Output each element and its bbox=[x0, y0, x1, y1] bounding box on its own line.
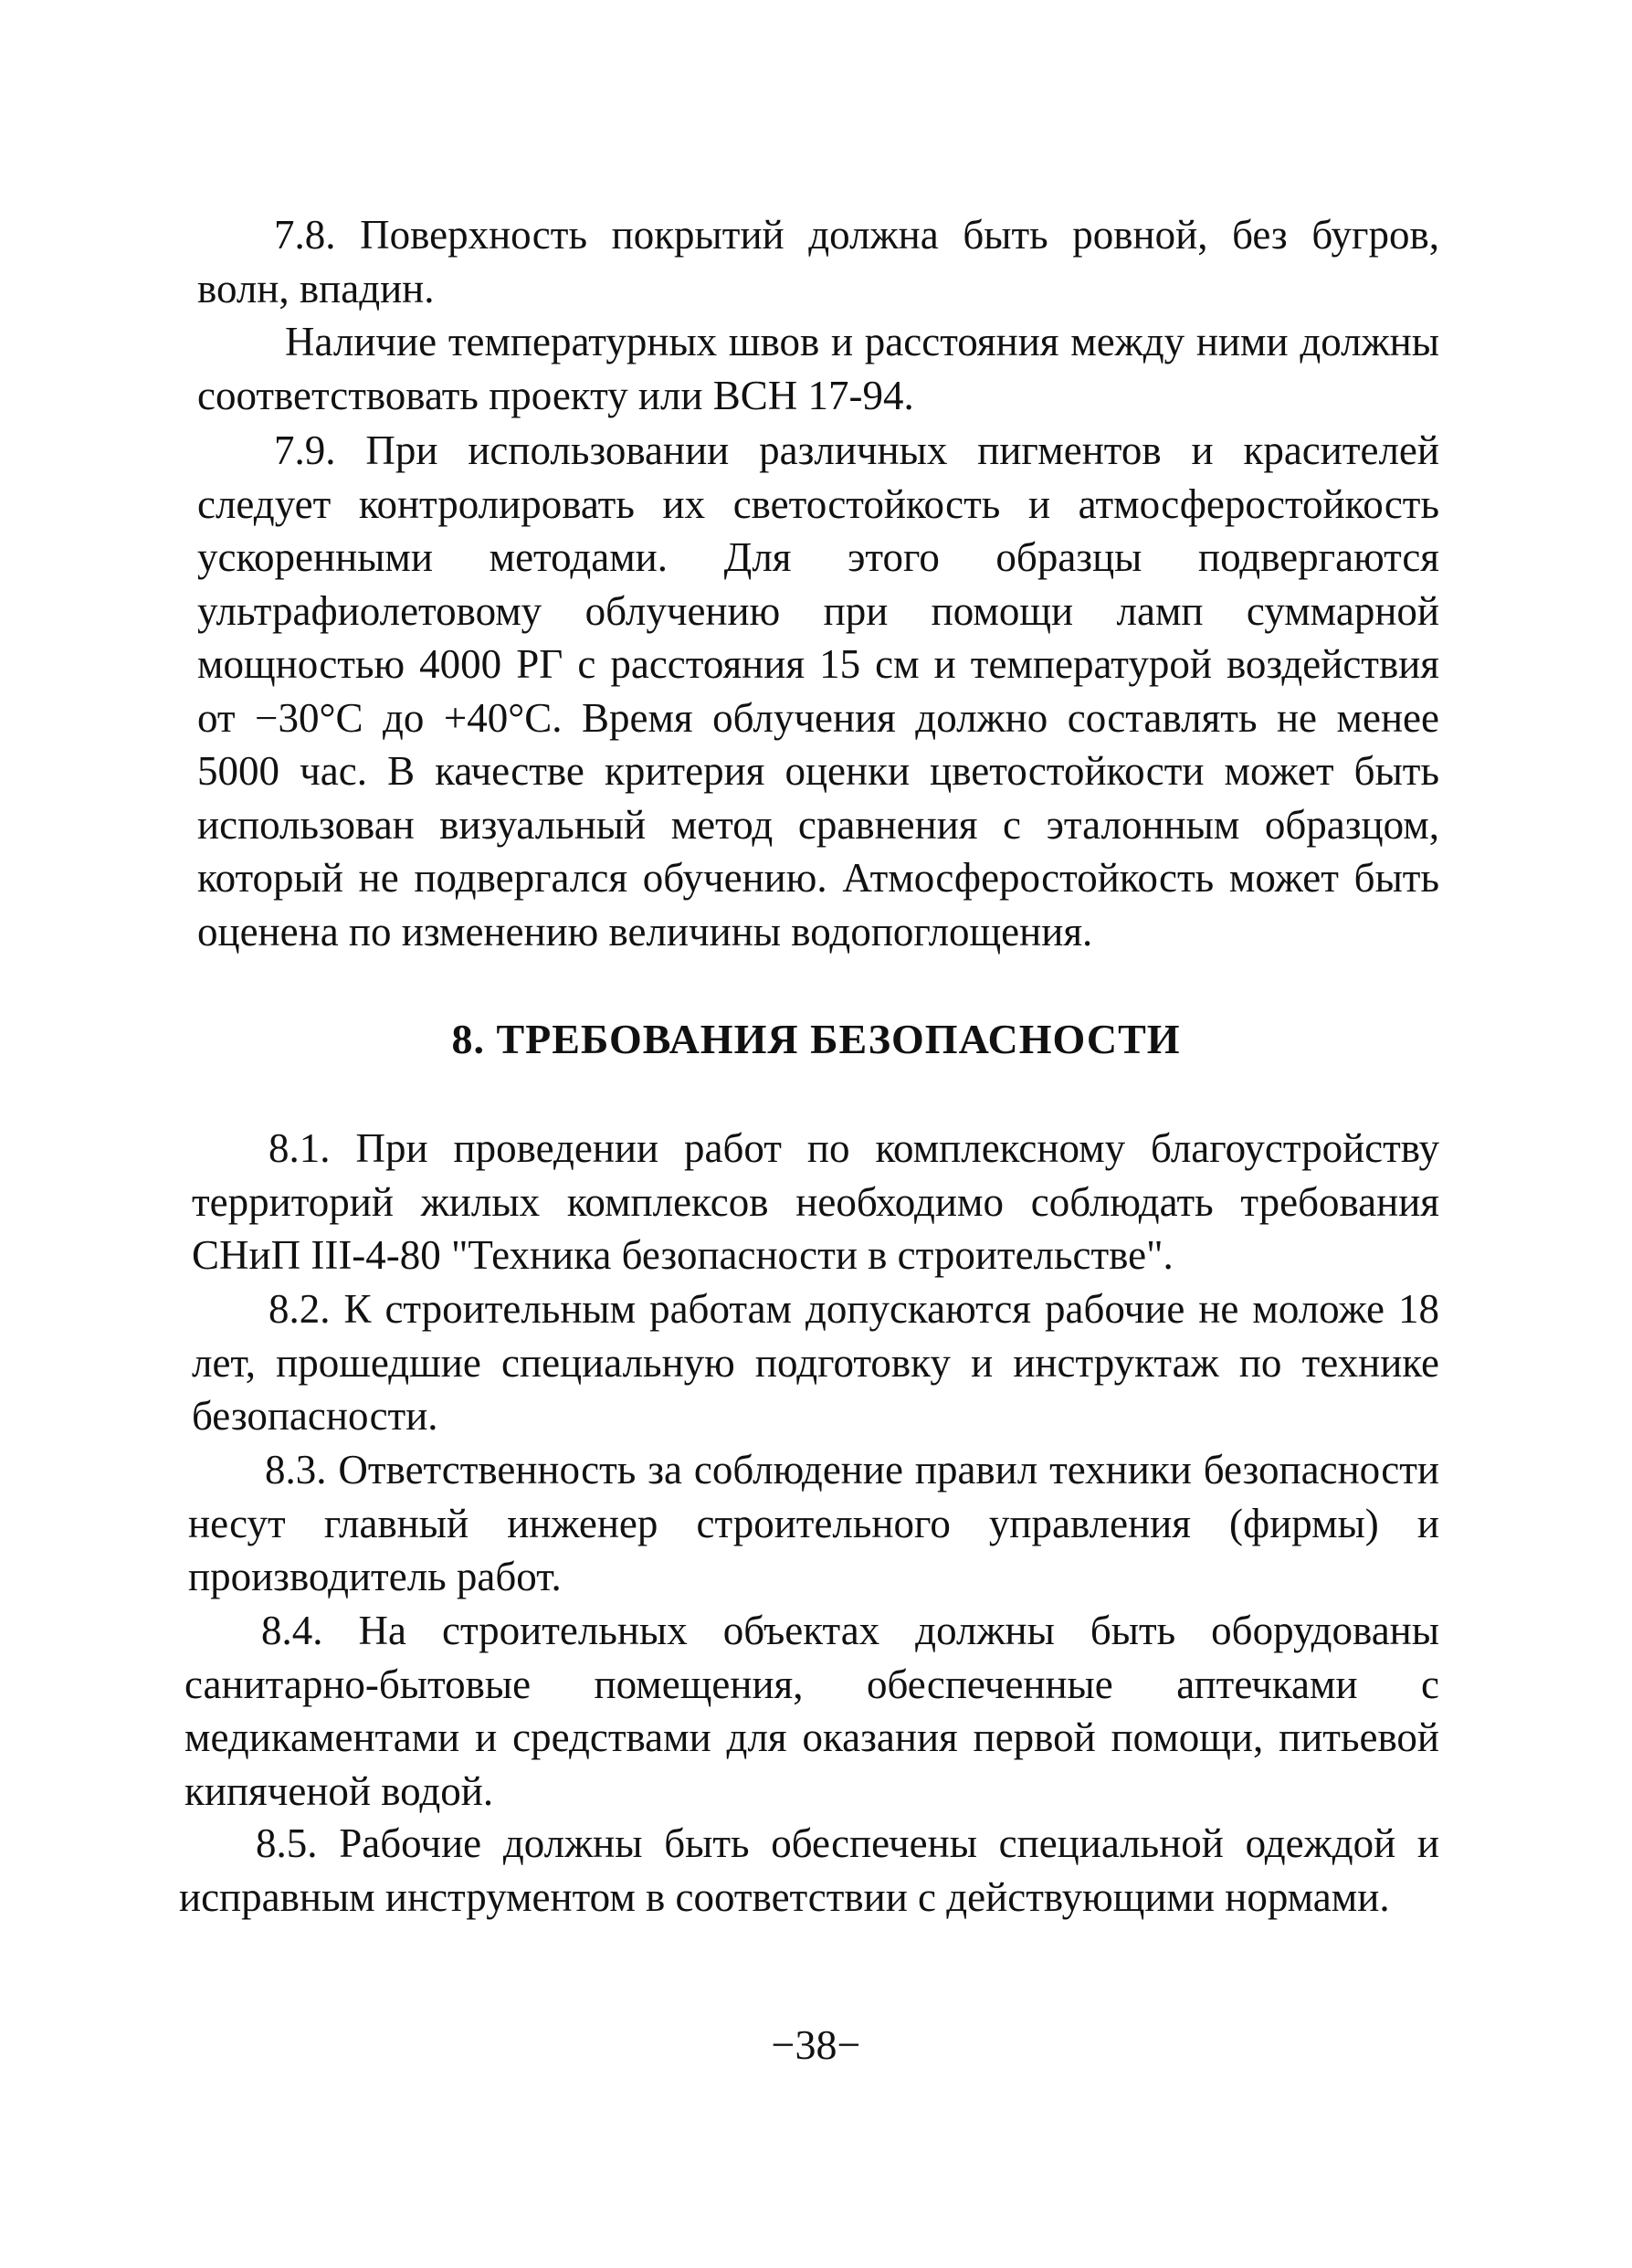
paragraph-temperature-joints: Наличие температурных швов и расстояния между ними должны соответствовать проекту или ВСН 17-94. bbox=[197, 319, 1439, 418]
paragraph-8-5: 8.5. Рабочие должны быть обеспечены специальной одеждой и исправным инструментом в соответствии с действующими нормами. bbox=[179, 1820, 1439, 1920]
page-number: −38− bbox=[771, 2021, 861, 2068]
section-8-heading: 8. ТРЕБОВАНИЯ БЕЗОПАСНОСТИ bbox=[451, 1016, 1181, 1062]
paragraph-8-3: 8.3. Ответственность за соблюдение правил техники безопасности несут главный инженер строительного управления (фирмы) и производитель работ. bbox=[188, 1447, 1439, 1599]
paragraph-8-4: 8.4. На строительных объектах должны быть оборудованы санитарно-бытовые помещения, обеспеченные аптечками с медикаментами и средствами для оказания первой помощи, питьевой кипяченой водой. bbox=[184, 1608, 1439, 1814]
paragraph-8-1: 8.1. При проведении работ по комплексному благоустройству территорий жилых комплексов необходимо соблюдать требования СНиП III-4-80 "Техника безопасности в строительстве". bbox=[192, 1125, 1439, 1278]
paragraph-8-2: 8.2. К строительным работам допускаются рабочие не моложе 18 лет, прошедшие специальную подготовку и инструктаж по технике безопасности. bbox=[192, 1286, 1439, 1439]
paragraph-7-9: 7.9. При использовании различных пигментов и красителей следует контролировать их светостойкость и атмосферостойкость ускоренными методами. Для этого образцы подвергаются ультрафиолетовому облучению при помощи ламп суммарной мощностью 4000 РГ с расстояния 15 см и температурой воздействия от −30°С до +40°С. Время облучения должно составлять не менее 5000 час. В качестве критерия оценки цветостойкости может быть использован визуальный метод сравнения с эталонным образцом, который не подвергался обучению. Атмосферостойкость может быть оценена по изменению величины водопоглощения. bbox=[197, 427, 1439, 955]
paragraph-7-8: 7.8. Поверхность покрытий должна быть ровной, без бугров, волн, впадин. bbox=[197, 212, 1439, 311]
